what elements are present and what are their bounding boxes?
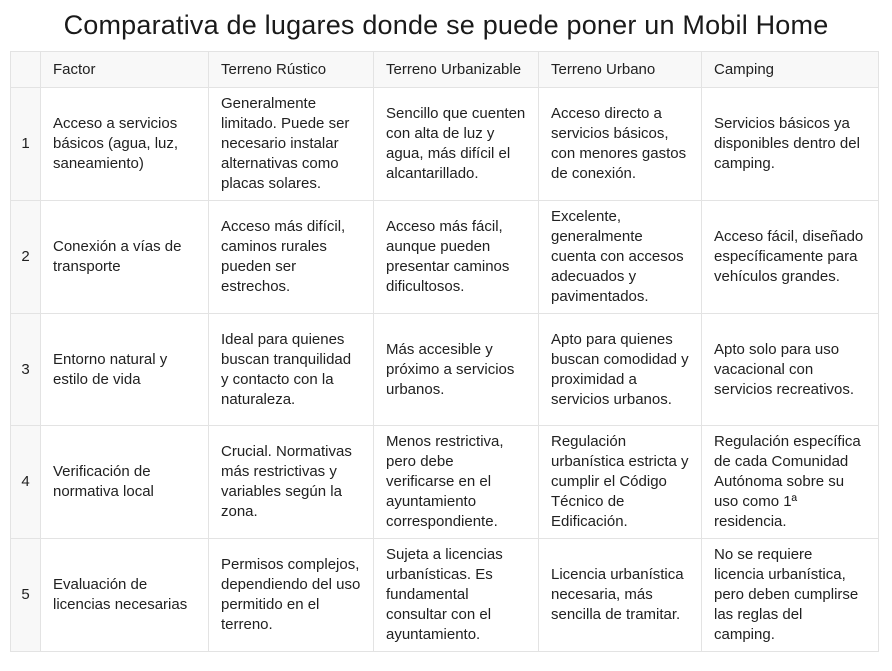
cell-terreno-urbano: Regulación urbanística estricta y cumplir el Código Técnico de Edificación.	[539, 426, 702, 539]
cell-terreno-urbanizable: Acceso más fácil, aunque pueden presentar caminos dificultosos.	[374, 201, 539, 314]
cell-factor: Acceso a servicios básicos (agua, luz, saneamiento)	[41, 88, 209, 201]
cell-camping: Servicios básicos ya disponibles dentro del camping.	[702, 88, 879, 201]
cell-terreno-rustico: Acceso más difícil, caminos rurales pueden ser estrechos.	[209, 201, 374, 314]
cell-terreno-urbanizable: Sujeta a licencias urbanísticas. Es fundamental consultar con el ayuntamiento.	[374, 539, 539, 652]
table-row	[11, 539, 879, 652]
cell-terreno-rustico: Ideal para quienes buscan tranquilidad y contacto con la naturaleza.	[209, 314, 374, 426]
row-number: 1	[11, 88, 41, 201]
page-title: Comparativa de lugares donde se puede poner un Mobil Home	[63, 10, 829, 40]
cell-terreno-rustico: Permisos complejos, dependiendo del uso permitido en el terreno.	[209, 539, 374, 652]
cell-terreno-rustico: Crucial. Normativas más restrictivas y variables según la zona.	[209, 426, 374, 539]
cell-factor: Evaluación de licencias necesarias	[41, 539, 209, 652]
cell-factor: Verificación de normativa local	[41, 426, 209, 539]
row-number: 5	[11, 539, 41, 652]
table-row	[11, 201, 879, 314]
cell-terreno-urbanizable: Menos restrictiva, pero debe verificarse en el ayuntamiento correspondiente.	[374, 426, 539, 539]
column-header-corner	[11, 52, 41, 88]
table-row	[11, 314, 879, 426]
cell-terreno-urbano: Licencia urbanística necesaria, más sencilla de tramitar.	[539, 539, 702, 652]
column-header-terreno-urbanizable: Terreno Urbanizable	[374, 52, 539, 88]
table-body	[11, 88, 879, 652]
cell-terreno-urbano: Apto para quienes buscan comodidad y proximidad a servicios urbanos.	[539, 314, 702, 426]
comparison-table	[10, 51, 879, 652]
table-row	[11, 426, 879, 539]
row-number: 3	[11, 314, 41, 426]
column-header-factor: Factor	[41, 52, 209, 88]
cell-camping: Regulación específica de cada Comunidad Autónoma sobre su uso como 1ª residencia.	[702, 426, 879, 539]
cell-factor: Conexión a vías de transporte	[41, 201, 209, 314]
row-number: 2	[11, 201, 41, 314]
row-number: 4	[11, 426, 41, 539]
table-row	[11, 88, 879, 201]
cell-terreno-urbano: Excelente, generalmente cuenta con accesos adecuados y pavimentados.	[539, 201, 702, 314]
cell-terreno-urbanizable: Sencillo que cuenten con alta de luz y agua, más difícil el alcantarillado.	[374, 88, 539, 201]
cell-terreno-rustico: Generalmente limitado. Puede ser necesario instalar alternativas como placas solares.	[209, 88, 374, 201]
table-header	[11, 52, 879, 88]
column-header-terreno-rustico: Terreno Rústico	[209, 52, 374, 88]
cell-terreno-urbanizable: Más accesible y próximo a servicios urbanos.	[374, 314, 539, 426]
cell-terreno-urbano: Acceso directo a servicios básicos, con menores gastos de conexión.	[539, 88, 702, 201]
cell-camping: Apto solo para uso vacacional con servicios recreativos.	[702, 314, 879, 426]
cell-camping: Acceso fácil, diseñado específicamente para vehículos grandes.	[702, 201, 879, 314]
column-header-camping: Camping	[702, 52, 879, 88]
cell-factor: Entorno natural y estilo de vida	[41, 314, 209, 426]
column-header-terreno-urbano: Terreno Urbano	[539, 52, 702, 88]
header-row	[11, 52, 879, 88]
cell-camping: No se requiere licencia urbanística, pero deben cumplirse las reglas del camping.	[702, 539, 879, 652]
